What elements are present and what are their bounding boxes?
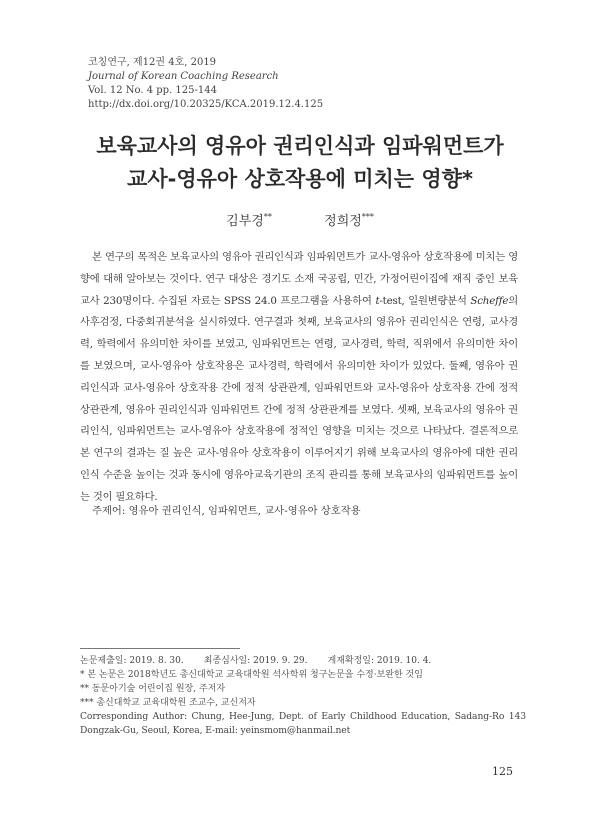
author-2-name: 정희정 (324, 214, 362, 229)
author-1-name: 김부경 (226, 214, 264, 229)
footnote-3: *** 총신대학교 교육대학원 조교수, 교신저자 (80, 698, 256, 708)
abstract-part1: 본 연구의 목적은 보육교사의 영유아 권리인식과 임파워먼트가 교사-영유아 상호작용에 미치는 영향에 대해 알아보는 것이다. 연구 대상은 경기도 소재 국공립, 민간, 가정어린이집에 재직 중인 보육교사 230명이다. 수집된 자료는 SPSS 24.0 프로그램을 사용하여 (80, 251, 518, 307)
keywords (92, 502, 522, 517)
journal-volume-pages: Vol. 12 No. 4 pp. 125-144 (88, 85, 217, 96)
abstract-t-symbol: t (375, 294, 380, 307)
author-1-mark: ** (263, 212, 272, 222)
footnote-2: ** 동문아기숲 어린이집 원장, 주저자 (80, 684, 226, 694)
journal-name-english: Journal of Korean Coaching Research (88, 71, 279, 82)
abstract-scheffe: Scheffe (470, 294, 509, 307)
corresponding-author: Corresponding Author: Chung, Hee-Jung, Dept. of Early Childhood Education, Sadang-Ro 143 Dongzak-Gu, Seoul, Korea, E-mail: yeinsmom@hanmail.net (80, 711, 526, 736)
accepted-date: 게재확정일: 2019. 10. 4. (327, 656, 432, 666)
abstract-part2: -test, 일원변량분석 (379, 294, 471, 307)
paper-title-line2: 교사-영유아 상호작용에 미치는 영향* (127, 167, 473, 191)
footnote-1: * 본 논문은 2018학년도 총신대학교 교육대학원 석사학위 청구논문을 수정·보완한 것임 (80, 670, 423, 680)
journal-issue-korean: 코칭연구, 제12권 4호, 2019 (88, 57, 217, 68)
journal-header (88, 56, 323, 112)
footnotes (80, 654, 526, 738)
footnote-dates (80, 654, 526, 668)
submitted-date: 논문제출일: 2019. 8. 30. (80, 656, 184, 666)
footnote-divider (80, 648, 240, 649)
reviewed-date: 최종심사일: 2019. 9. 29. (203, 656, 308, 666)
page-number: 125 (492, 765, 513, 778)
journal-doi: http://dx.doi.org/10.20325/KCA.2019.12.4.125 (88, 99, 324, 110)
keywords-label: 주제어: (92, 505, 126, 517)
abstract (80, 247, 518, 509)
abstract-part3: 의 사후검정, 다중회귀분석을 실시하였다. 연구결과 첫째, 보육교사의 영유아 권리인식은 연령, 교사경력, 학력에서 유의미한 차이를 보였고, 임파워먼트는 연령, 교사경력, 학력, 직위에서 유의미한 차이를 보였으며, 교사-영유아 상호작용은 교사경력, 학력에서 유의미한 차이가 있었다. 둘째, 영유아 권리인식과 교사-영유아 상호작용 간에 정적 상관관계, 임파워먼트와 교사-영유아 상호작용 간에 정적 상관관계, 영유아 권리인식과 임파워먼트 간에 정적 상관관계를 보였다. 셋째, 보육교사의 영유아 권리인식, 임파워먼트는 교사-영유아 상호작용에 정적인 영향을 미치는 것으로 나타났다. 결론적으로 본 연구의 결과는 질 높은 교사-영유아 상호작용이 이루어지기 위해 보육교사의 영유아에 대한 권리인식 수준을 높이는 것과 동시에 영유아교육기관의 조직 관리를 통해 보육교사의 임파워먼트를 높이는 것이 필요하다. (80, 294, 518, 503)
paper-title (0, 130, 600, 196)
authors (0, 210, 600, 229)
paper-title-line1: 보육교사의 영유아 권리인식과 임파워먼트가 (96, 134, 504, 158)
keywords-value: 영유아 권리인식, 임파워먼트, 교사-영유아 상호작용 (128, 505, 361, 517)
author-2-mark: *** (361, 212, 374, 222)
